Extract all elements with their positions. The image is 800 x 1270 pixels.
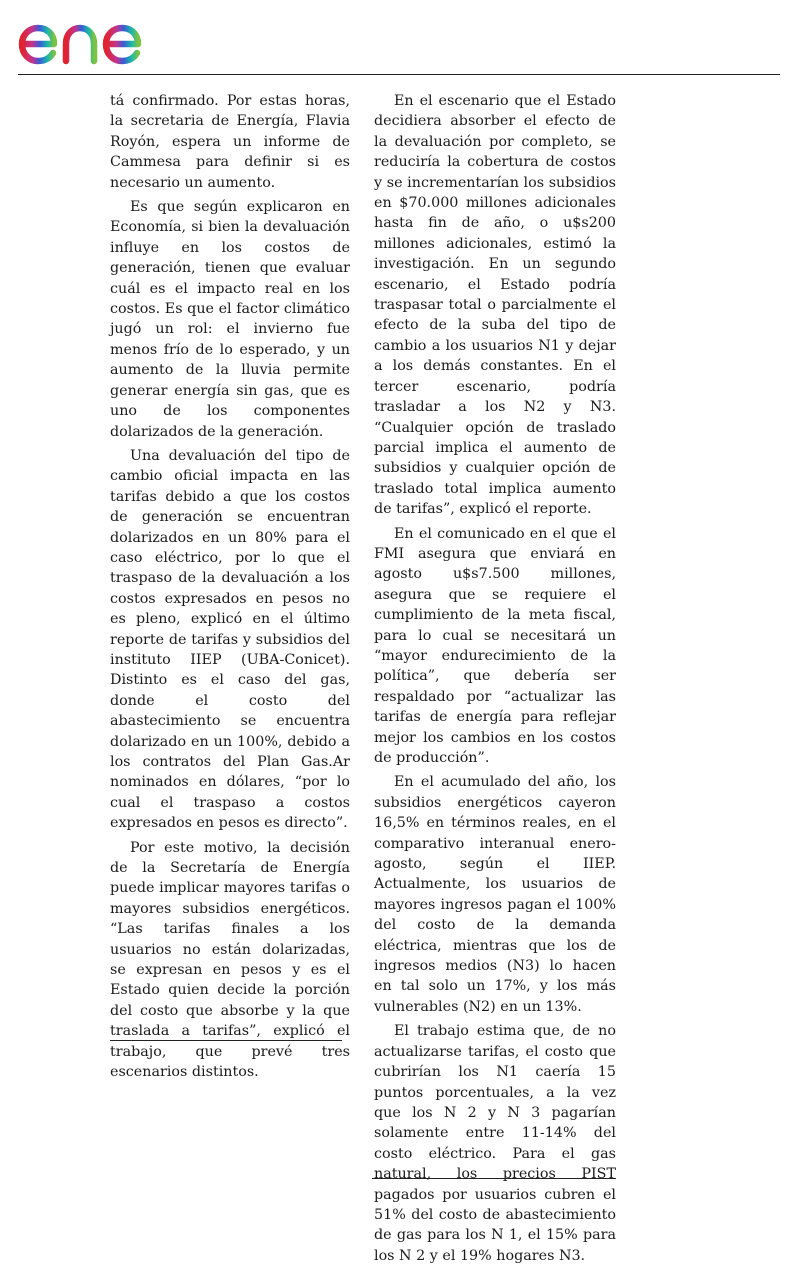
- column-end-divider-right: [372, 1178, 616, 1179]
- article-paragraph: Una devaluación del tipo de cambio oficial impacta en las tarifas debido a que los costos de generación se encuentran dolarizados en un 80% para el caso eléctrico, por lo que el traspaso de la devaluación a los costos expresados en pesos no es pleno, explicó en el último reporte de tarifas y subsidios del instituto IIEP (UBA-Conicet). Distinto es el caso del gas, donde el costo del abastecimiento se encuentra dolarizado en un 100%, debido a los contratos del Plan Gas.Ar nominados en dólares, “por lo cual el traspaso a costos expresados en pesos es directo”.: [110, 447, 350, 832]
- article-column-right: [374, 91, 616, 1270]
- article-paragraph: Por este motivo, la decisión de la Secretaría de Energía puede implicar mayores tarifas o mayores subsidios energéticos. “Las tarifas finales a los usuarios no están dolarizadas, se expresan en pesos y es el Estado quien decide la porción del costo que absorbe y la que traslada a tarifas”, explicó el trabajo, que prevé tres escenarios distintos.: [110, 839, 350, 1081]
- column-end-divider-left: [110, 1040, 342, 1041]
- article-column-left: [110, 91, 350, 1087]
- enel-logo: [14, 4, 184, 68]
- article-paragraph: El trabajo estima que, de no actualizarse tarifas, el costo que cubrirían los N1 caería 15 puntos porcentuales, a la vez que los N 2 y N 3 pagarían solamente entre 11-14% del costo eléctrico. Para el gas natural, los precios PIST pagados por usuarios cubren el 51% del costo de abastecimiento de gas para los N 1, el 15% para los N 2 y el 19% hogares N3.: [374, 1023, 616, 1264]
- header-divider: [18, 74, 780, 75]
- article-paragraph: tá confirmado. Por estas horas, la secretaria de Energía, Flavia Royón, espera un informe de Cammesa para definir si es necesario un aumento.: [110, 93, 350, 191]
- brand-name: enel: [14, 4, 16, 5]
- article-paragraph: En el comunicado en el que el FMI asegura que enviará en agosto u$s7.500 millones, asegura que se requiere el cumplimiento de la meta fiscal, para lo cual se necesitará un “mayor endurecimiento de la política”, que debería ser respaldado por “actualizar las tarifas de energía para reflejar mejor los cambios en los costos de producción”.: [374, 525, 616, 766]
- article-paragraph: En el acumulado del año, los subsidios energéticos cayeron 16,5% en términos reales, en el comparativo interanual enero-agosto, según el IIEP. Actualmente, los usuarios de mayores ingresos pagan el 100% del costo de la demanda eléctrica, mientras que los de ingresos medios (N3) lo hacen en tal solo un 17%, y los más vulnerables (N2) en un 13%.: [374, 774, 616, 1015]
- article-paragraph: En el escenario que el Estado decidiera absorber el efecto de la devaluación por completo, se reduciría la cobertura de costos y se incrementarían los subsidios en $70.000 millones adicionales hasta fin de año, o u$s200 millones adicionales, estimó la investigación. En un segundo escenario, el Estado podría traspasar total o parcialmente el efecto de la suba del tipo de cambio a los usuarios N1 y dejar a los demás constantes. En el tercer escenario, podría trasladar a los N2 y N3. “Cualquier opción de traslado parcial implica el aumento de subsidios y cualquier opción de traslado total implica aumento de tarifas”, explicó el reporte.: [374, 93, 616, 518]
- article-paragraph: Es que según explicaron en Economía, si bien la devaluación influye en los costos de generación, tienen que evaluar cuál es el impacto real en los costos. Es que el factor climático jugó un rol: el invierno fue menos frío de lo esperado, y un aumento de la lluvia permite generar energía sin gas, que es uno de los componentes dolarizados de la generación.: [110, 199, 350, 440]
